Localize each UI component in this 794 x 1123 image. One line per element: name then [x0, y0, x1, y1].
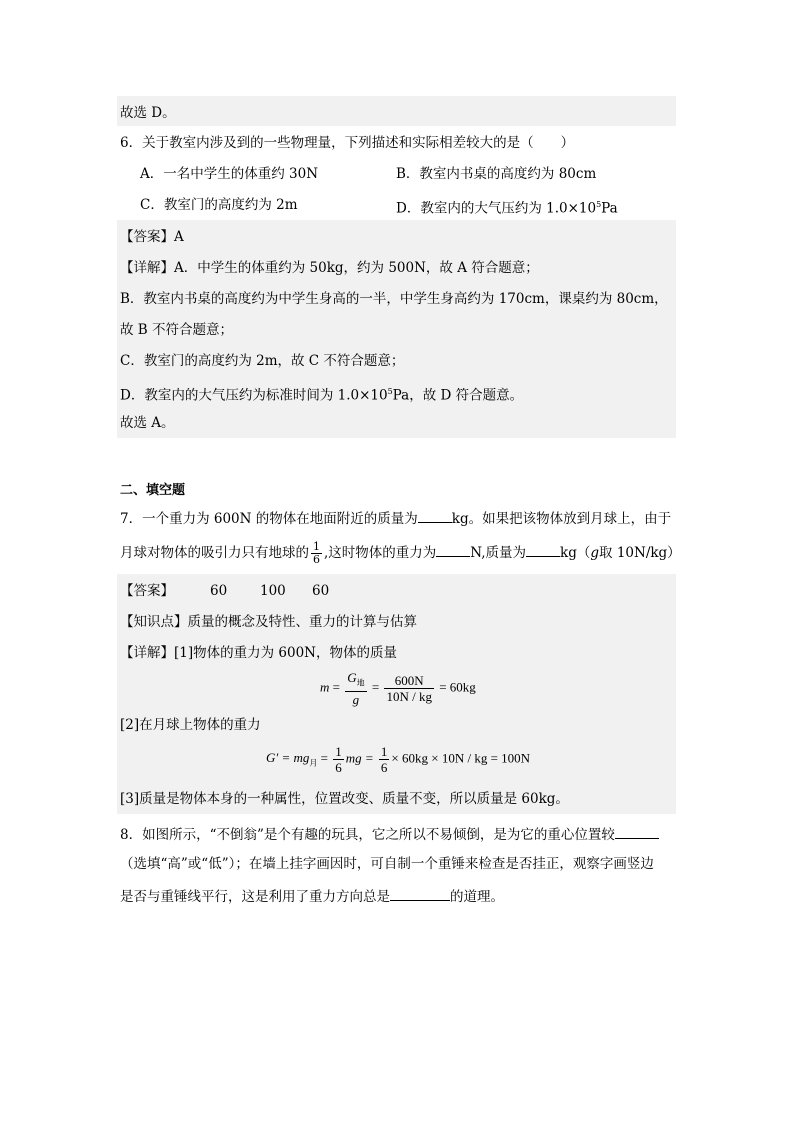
- formula-gravity-frac2-den: 6: [380, 760, 388, 775]
- formula-gravity-mid: mg =: [345, 750, 374, 766]
- q6-detail-d: [120, 383, 523, 405]
- formula-mass: m = $\frac{G_地}{g}$ = $\frac{600N}{10N / kg}$ = 60kg: [320, 670, 476, 707]
- formula-gravity-lhs-text: G′ = mg: [266, 750, 310, 766]
- q6-answer: 【答案】A: [120, 229, 184, 245]
- q7-line1-b: kg。如果把该物体放到月球上，由于: [451, 511, 672, 527]
- q7-line2-b: ,这时物体的重力为: [324, 545, 437, 561]
- formula-mass-m: m: [320, 679, 330, 695]
- q6-detail-label: 【详解】: [120, 260, 174, 276]
- formula-mass-frac1-den: g: [352, 691, 360, 707]
- formula-mass-Gsub: 地: [356, 678, 365, 688]
- q7-answer-2: 100: [260, 583, 286, 599]
- q7-fraction-num: 1: [313, 540, 320, 553]
- q7-line2-a: 月球对物体的吸引力只有地球的: [120, 545, 309, 561]
- q7-answer-3: 60: [312, 583, 330, 599]
- formula-mass-result: = 60kg: [439, 679, 476, 695]
- q8-blank-2[interactable]: [390, 886, 450, 901]
- q8-line3-b: 的道理。: [450, 889, 504, 905]
- answer-shade-prev: [117, 96, 676, 126]
- q6-option-d-text: D．教室内的大气压约为 1.0×10: [396, 200, 597, 217]
- formula-gravity-frac2-num: 1: [380, 744, 388, 759]
- q6-option-d-exp: 5: [596, 200, 602, 209]
- q6-option-d: [396, 196, 618, 218]
- q7-answer-label: 【答案】: [120, 583, 174, 599]
- q6-option-b: B．教室内书桌的高度约为 80cm: [396, 166, 597, 182]
- q6-option-c: C．教室门的高度约为 2m: [140, 197, 298, 213]
- q7-line1-a: 7．一个重力为 600N 的物体在地面附近的质量为: [120, 511, 418, 527]
- q8-line3: [120, 886, 504, 906]
- q7-line2-g: g: [590, 545, 600, 561]
- q6-stem: 6．关于教室内涉及到的一些物理量，下列描述和实际相差较大的是（ ）: [120, 135, 575, 151]
- q7-fraction: [311, 541, 322, 566]
- section-title: 二、填空题: [120, 483, 186, 498]
- formula-gravity-frac2: [379, 744, 390, 775]
- q8-line1: [120, 824, 659, 844]
- q7-line2: [120, 538, 681, 568]
- formula-gravity-frac1-den: 6: [335, 760, 342, 775]
- formula-mass-frac1-num: [345, 670, 366, 692]
- q7-detail-3: [3]质量是物体本身的一种属性，位置改变、质量不变，所以质量是 60kg。: [120, 791, 569, 807]
- q8-line3-a: 是否与重锤线平行，这是利用了重力方向总是: [120, 889, 390, 905]
- q7-line2-c: N,质量为: [470, 545, 527, 561]
- q7-blank-2[interactable]: [436, 542, 470, 557]
- formula-mass-frac1: [345, 670, 366, 707]
- q8-line1-text: 8．如图所示，“不倒翁”是个有趣的玩具，它之所以不易倾倒，是为它的重心位置较: [120, 827, 615, 843]
- q6-detail-d-text: D．教室内的大气压约为标准时间为 1.0×10: [120, 387, 388, 404]
- formula-gravity-lhs-sub: 月: [309, 759, 318, 769]
- formula-gravity-lhs: [266, 750, 318, 769]
- q6-detail-c: C．教室门的高度约为 2m，故 C 不符合题意；: [120, 353, 405, 369]
- formula-gravity-frac1-num: 1: [335, 744, 342, 759]
- q7-line1: [120, 508, 671, 528]
- q7-detail-2: [2]在月球上物体的重力: [120, 717, 261, 733]
- q6-detail-a: [120, 259, 539, 277]
- q7-line2-d: kg（: [560, 545, 591, 561]
- q6-detail-b1: B．教室内书桌的高度约为中学生身高的一半，中学生身高约为 170cm，课桌约为 80cm，: [120, 291, 668, 307]
- q6-detail-d-exp: 5: [387, 387, 393, 396]
- q6-detail-a-text: A．中学生的体重约为 50kg，约为 500N，故 A 符合题意；: [174, 260, 539, 276]
- q8-line2: （选填“高”或“低”）；在墙上挂字画因时，可自制一个重锤来检查是否挂正，观察字画竖边: [120, 856, 654, 872]
- q7-blank-3[interactable]: [526, 542, 560, 557]
- q7-answer-1: 60: [210, 583, 228, 599]
- q6-option-d-unit: Pa: [601, 200, 618, 217]
- q8-blank-1[interactable]: [615, 824, 659, 839]
- q7-fraction-den: 6: [313, 553, 320, 566]
- q7-detail-1-text: [1]物体的重力为 600N，物体的质量: [174, 645, 397, 661]
- formula-mass-frac2-num: 600N: [384, 673, 434, 689]
- formula-gravity: $G' = mg_月$ = $\frac{1}{6}$ mg = $\frac{1}{6}$ × 60kg × 10N / kg = 100N: [266, 744, 531, 775]
- formula-mass-G: G: [347, 670, 357, 685]
- q6-detail-b2: 故 B 不符合题意；: [120, 322, 234, 338]
- q6-conclusion: 故选 A。: [120, 415, 175, 431]
- q7-answer: [120, 582, 329, 600]
- q7-knowledge: 【知识点】质量的概念及特性、重力的计算与估算: [120, 614, 417, 630]
- formula-gravity-tail: × 60kg × 10N / kg = 100N: [391, 750, 531, 766]
- q7-detail-1: [120, 644, 397, 662]
- formula-gravity-frac1: [333, 744, 344, 775]
- formula-mass-frac2: [384, 673, 434, 704]
- formula-mass-frac2-den: 10N / kg: [386, 688, 432, 704]
- q7-detail-label: 【详解】: [120, 645, 174, 661]
- q6-option-a: A．一名中学生的体重约 30N: [140, 166, 319, 182]
- prev-conclusion: 故选 D。: [120, 105, 176, 121]
- q7-blank-1[interactable]: [418, 508, 452, 523]
- q7-line2-e: 取 10N/kg）: [599, 545, 681, 561]
- q6-detail-d-tail: Pa，故 D 符合题意。: [392, 387, 524, 404]
